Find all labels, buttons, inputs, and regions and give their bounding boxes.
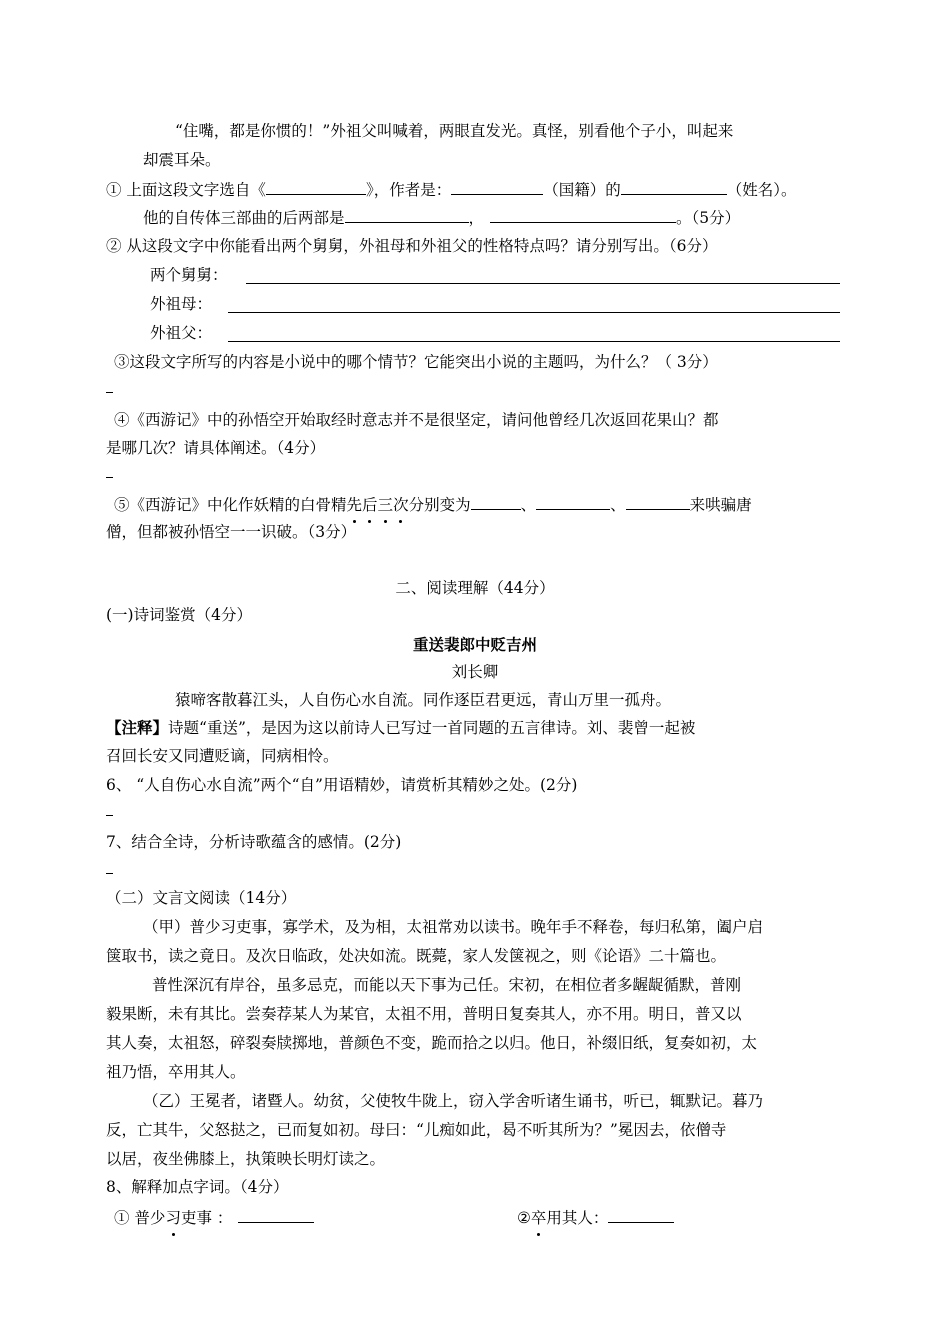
grandfather-answer-line[interactable] <box>228 340 840 342</box>
question-4-line-1: ④《西游记》中的孙悟空开始取经时意志并不是很坚定，请问他曾经几次返回花果山？都 <box>114 411 719 429</box>
dotted-char: 先 <box>346 496 363 514</box>
trilogy-part-3-blank[interactable] <box>490 206 676 223</box>
excerpt-line-2: 却震耳朵。 <box>143 151 221 169</box>
passage-jia-line-1: （甲）普少习吏事，寡学术，及为相，太祖常劝以读书。晚年手不释卷，每归私第，阖户启 <box>143 918 764 936</box>
q1-line2-post: 。（5分） <box>676 209 741 227</box>
uncles-answer-line[interactable] <box>246 282 840 284</box>
grandfather-label: 外祖父： <box>150 324 213 342</box>
q5-post: 来哄骗唐 <box>689 496 752 514</box>
q1-line2-sep: ， <box>468 209 485 227</box>
q8-item2-blank[interactable] <box>608 1206 674 1223</box>
dotted-char: 卒 <box>530 1209 547 1227</box>
passage-jia-line-3: 普性深沉有岸谷，虽多忌克，而能以天下事为己任。宋初，在相位者多龌龊循默，普刚 <box>152 976 742 994</box>
passage-jia-line-2: 箧取书，读之竟日。及次日临政，处决如流。既薨，家人发箧视之，则《论语》二十篇也。 <box>106 947 727 965</box>
book-title-blank[interactable] <box>266 178 366 195</box>
passage-jia-line-6: 祖乃悟，卒用其人。 <box>106 1063 246 1081</box>
q8-item-2 <box>517 1206 674 1229</box>
dotted-char: 次 <box>393 496 409 514</box>
answer-dash <box>106 477 113 478</box>
q5-sep2: 、 <box>610 496 626 514</box>
question-8: 8、解释加点字词。（4分） <box>106 1178 289 1196</box>
note-label: 【注释】 <box>106 718 169 737</box>
answer-dash <box>106 815 113 816</box>
question-6: 6、 “人自伤心水自流”两个“自”用语精妙，请赏析其精妙之处。(2分) <box>106 776 578 794</box>
q5-sep1: 、 <box>520 496 537 514</box>
dotted-char: 三 <box>377 496 394 514</box>
question-5-line-1 <box>114 493 752 516</box>
author-name-blank[interactable] <box>621 178 727 195</box>
poem-body: 猿啼客散暮江头，人自伤心水自流。同作逐臣君更远，青山万里一孤舟。 <box>175 691 672 709</box>
q8-item2-post: 用其人： <box>546 1209 609 1227</box>
disguise-1-blank[interactable] <box>471 493 521 510</box>
nationality-blank[interactable] <box>451 178 543 195</box>
question-1-line-1 <box>106 178 796 201</box>
dotted-char: 后 <box>362 496 378 514</box>
q8-item2-pre: ② <box>517 1209 531 1227</box>
grandmother-answer-line[interactable] <box>228 311 840 313</box>
question-5-line-2: 僧，但都被孙悟空一一识破。（3分） <box>106 523 357 541</box>
passage-yi-line-2: 反，亡其牛，父怒挞之，已而复如初。母曰：“儿痴如此，曷不听其所为？”冕因去，依僧寺 <box>106 1121 727 1139</box>
passage-jia-line-5: 其人奏，太祖怒，碎裂奏牍掷地，普颜色不变，跪而拾之以归。他日，补缀旧纸，复奏如初，太 <box>106 1034 758 1052</box>
q8-item1-blank[interactable] <box>238 1206 314 1223</box>
question-7: 7、结合全诗，分析诗歌蕴含的感情。(2分) <box>106 833 402 851</box>
question-2: ② 从这段文字中你能看出两个舅舅，外祖母和外祖父的性格特点吗？请分别写出。（6分） <box>106 237 718 255</box>
grandmother-label: 外祖母： <box>150 295 213 313</box>
section-2-title: 二、阅读理解（44分） <box>395 579 555 597</box>
trilogy-part-2-blank[interactable] <box>345 206 469 223</box>
answer-dash <box>106 392 113 393</box>
question-3: ③这段文字所写的内容是小说中的哪个情节？它能突出小说的主题吗，为什么？（ 3分） <box>114 353 718 371</box>
passage-jia-line-4: 毅果断，未有其比。尝奏荐某人为某官，太祖不用，普明日复奏其人，亦不用。明日，普又以 <box>106 1005 742 1023</box>
q1-mid2: （国籍）的 <box>543 181 621 199</box>
poem-note-line-2: 召回长安又同遭贬谪，同病相怜。 <box>106 747 339 765</box>
q5-pre: ⑤《西游记》中化作妖精的白骨精 <box>114 496 347 514</box>
poem-note-line-1 <box>106 717 695 739</box>
uncles-label: 两个舅舅： <box>150 266 228 284</box>
disguise-2-blank[interactable] <box>536 493 610 510</box>
q1-pre: ① 上面这段文字选自《 <box>106 181 266 199</box>
note-text: 诗题“重送”，是因为这以前诗人已写过一首同题的五言律诗。刘、裴曾一起被 <box>168 719 696 737</box>
question-1-line-2 <box>143 206 740 229</box>
poem-author: 刘长卿 <box>451 663 499 681</box>
dotted-char: 习 <box>165 1209 181 1227</box>
q8-item-1 <box>114 1206 314 1229</box>
q1-mid1: 》，作者是： <box>365 181 452 199</box>
passage-yi-line-1: （乙）王冕者，诸暨人。幼贫，父使牧牛陇上，窃入学舍听诸生诵书，听已，辄默记。暮乃 <box>143 1092 764 1110</box>
q8-item1-post: 吏事 ： <box>180 1209 233 1227</box>
classical-heading: （二）文言文阅读（14分） <box>106 889 297 907</box>
poem-title: 重送裴郎中贬吉州 <box>412 636 537 654</box>
poem-section-heading: (一)诗词鉴赏（4分） <box>106 606 252 624</box>
q5-mid: 分别变为 <box>408 496 471 514</box>
q1-line2-pre: 他的自传体三部曲的后两部是 <box>143 209 345 227</box>
question-4-line-2: 是哪几次？请具体阐述。（4分） <box>106 439 326 457</box>
disguise-3-blank[interactable] <box>626 493 690 510</box>
q1-post: （姓名）。 <box>726 181 797 199</box>
answer-dash <box>106 873 113 874</box>
q8-item1-pre: ① 普少 <box>114 1209 166 1227</box>
excerpt-line-1: “住嘴，都是你惯的！”外祖父叫喊着，两眼直发光。真怪，别看他个子小，叫起来 <box>175 122 734 140</box>
passage-yi-line-3: 以居，夜坐佛膝上，执策映长明灯读之。 <box>106 1150 386 1168</box>
